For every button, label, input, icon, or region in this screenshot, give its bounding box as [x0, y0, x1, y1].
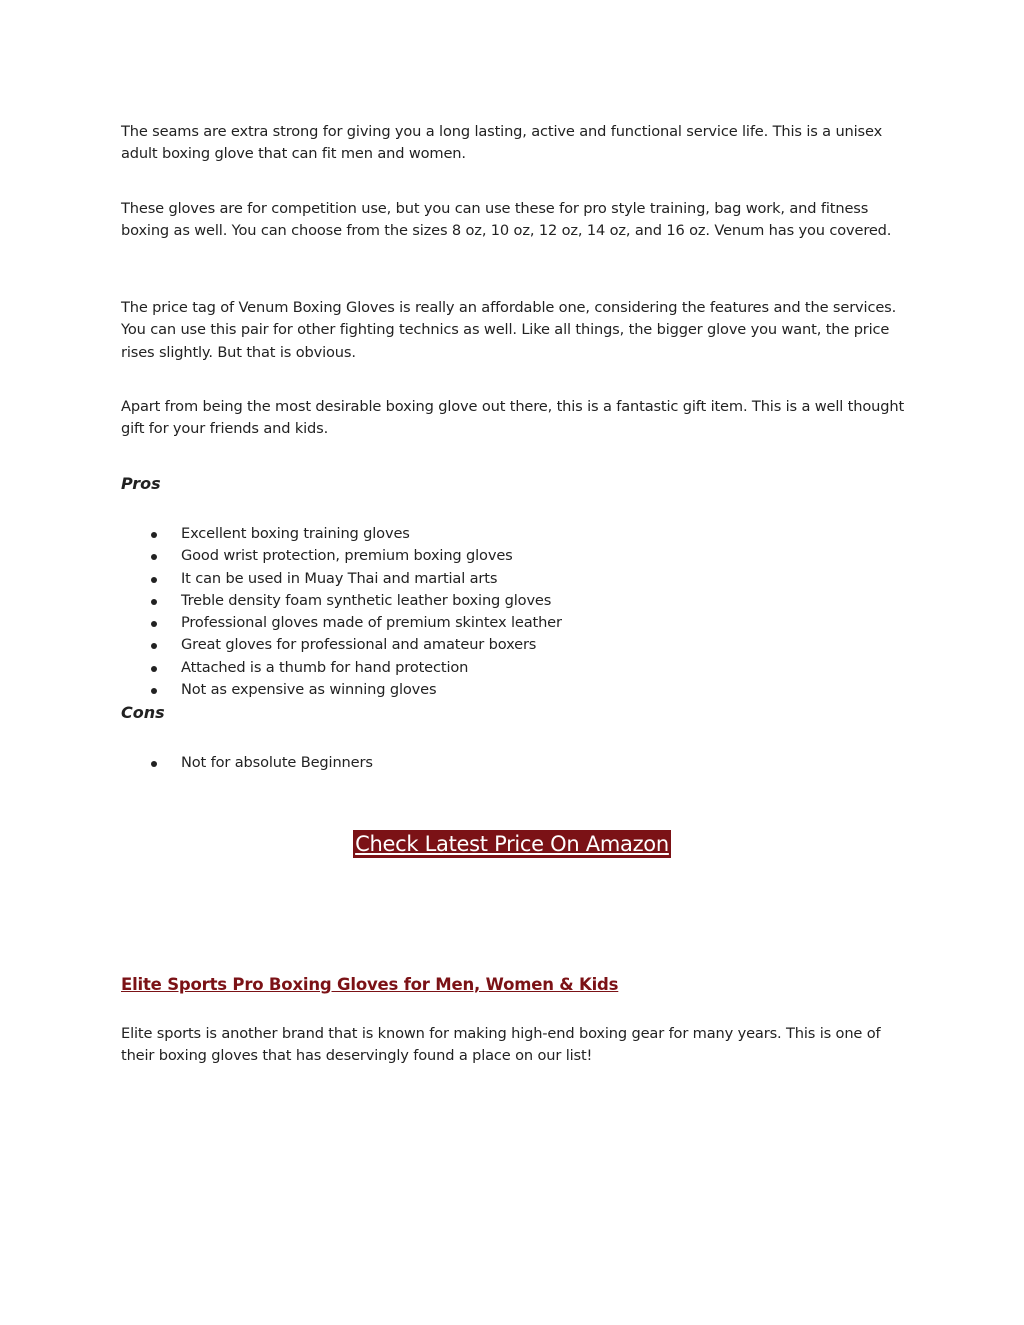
bullet-icon: [151, 554, 157, 560]
list-item-text: Treble density foam synthetic leather boxing gloves: [181, 591, 552, 609]
paragraph-competition: [121, 198, 907, 243]
cons-list-wrap: [121, 752, 907, 774]
bullet-icon: [151, 532, 157, 538]
list-item: [121, 523, 907, 545]
pros-list: [121, 523, 907, 701]
bullet-icon: [151, 761, 157, 767]
body-paragraph: The seams are extra strong for giving you a long lasting, active and functional service life. This is a unisex adult boxing glove that can fit men and women.: [121, 123, 883, 163]
list-item-text: Not for absolute Beginners: [181, 754, 373, 771]
cta-container: [0, 830, 1024, 858]
body-paragraph: These gloves are for competition use, but you can use these for pro style training, bag work, and fitness boxing as well. You can choose from the sizes 8 oz, 10 oz, 12 oz, 14 oz, and 16 oz. Venum has you covered.: [121, 200, 892, 240]
list-item: [121, 752, 907, 774]
bullet-icon: [151, 688, 157, 694]
body-paragraph: Apart from being the most desirable boxing glove out there, this is a fantastic gift item. This is a well thought gift for your friends and kids.: [121, 398, 905, 438]
list-item-text: Excellent boxing training gloves: [181, 525, 410, 542]
list-item: [121, 545, 907, 567]
list-item: [121, 568, 907, 590]
paragraph-price: [121, 297, 907, 364]
cons-section: [121, 702, 907, 724]
list-item-text: Professional gloves made of premium skintex leather: [181, 614, 562, 632]
paragraph-gift: [121, 396, 907, 441]
check-price-button[interactable]: Check Latest Price On Amazon: [355, 832, 669, 856]
pros-list-wrap: [121, 523, 907, 701]
list-item: [121, 634, 907, 656]
paragraph-elite: [121, 1023, 907, 1068]
cons-heading: Cons: [121, 703, 165, 722]
pros-heading: Pros: [121, 474, 161, 493]
list-item: [121, 657, 907, 679]
bullet-icon: [151, 666, 157, 672]
body-paragraph: Elite sports is another brand that is known for making high-end boxing gear for many years. This is one of their boxing gloves that has deservingly found a place on our list!: [121, 1025, 881, 1065]
cons-list: [121, 752, 907, 774]
bullet-icon: [151, 643, 157, 649]
list-item: [121, 590, 907, 612]
bullet-icon: [151, 599, 157, 605]
body-paragraph: The price tag of Venum Boxing Gloves is really an affordable one, considering the features and the services. You can use this pair for other fighting technics as well. Like all things, the bigger glove you want, the price rises slightly. But that is obvious.: [121, 299, 897, 361]
paragraph-seams: [121, 121, 907, 166]
bullet-icon: [151, 621, 157, 627]
product-heading-link[interactable]: Elite Sports Pro Boxing Gloves for Men, Women & Kids: [121, 975, 619, 994]
bullet-icon: [151, 577, 157, 583]
list-item-text: Attached is a thumb for hand protection: [181, 658, 469, 676]
list-item-text: Great gloves for professional and amateur boxers: [181, 636, 537, 654]
list-item: [121, 679, 907, 701]
pros-section: [121, 473, 907, 495]
list-item-text: Not as expensive as winning gloves: [181, 681, 437, 699]
list-item-text: It can be used in Muay Thai and martial arts: [181, 569, 498, 587]
list-item-text: Good wrist protection, premium boxing gloves: [181, 547, 513, 565]
list-item: [121, 612, 907, 634]
